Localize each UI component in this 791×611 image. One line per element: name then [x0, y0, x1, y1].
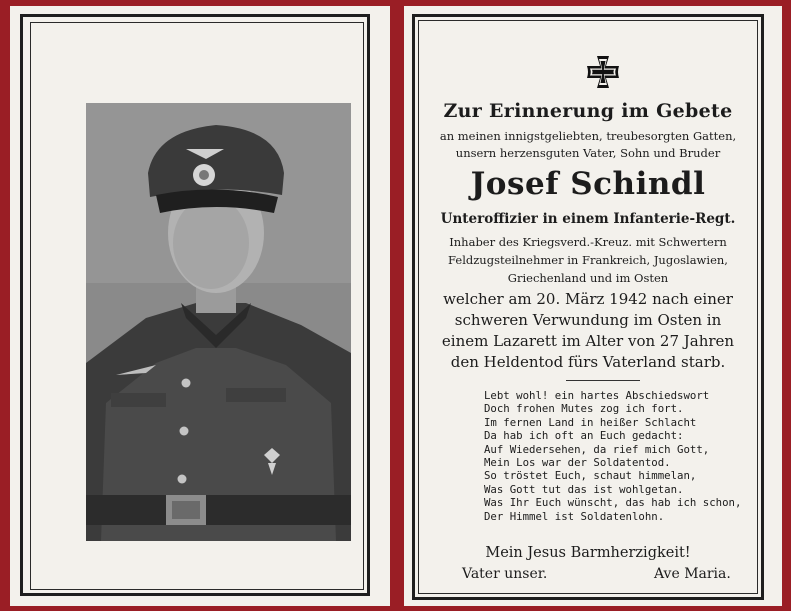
- honors-line-1: Inhaber des Kriegsverd.-Kreuz. mit Schwertern: [449, 235, 727, 249]
- soldier-portrait-photo: [86, 103, 351, 541]
- prayer-ave-maria: Ave Maria.: [654, 566, 731, 582]
- closing-prayer: Mein Jesus Barmherzigkeit!: [485, 545, 691, 561]
- prayer-vater-unser: Vater unser.: [462, 566, 548, 582]
- death-line-4: den Heldentod fürs Vaterland starb.: [450, 353, 726, 371]
- death-line-2: schweren Verwundung im Osten in: [454, 311, 722, 329]
- death-line-1: welcher am 20. März 1942 nach einer: [443, 290, 733, 308]
- poem-line: Da hab ich oft an Euch gedacht:: [484, 429, 684, 443]
- honors-line-2: Feldzugsteilnehmer in Frankreich, Jugoslawien,: [448, 253, 728, 267]
- death-line-3: einem Lazarett im Alter von 27 Jahren: [441, 332, 735, 350]
- military-rank: Unteroffizier in einem Infanterie-Regt.: [440, 211, 736, 227]
- honors-line-3: Griechenland und im Osten: [507, 271, 669, 285]
- poem-line: Was Ihr Euch wünscht, das hab ich schon,: [484, 496, 742, 510]
- memorial-heading: Zur Erinnerung im Gebete: [443, 100, 733, 122]
- poem-line: Der Himmel ist Soldatenlohn.: [484, 509, 665, 523]
- iron-cross-icon: [585, 54, 621, 90]
- poem-line: Doch frohen Mutes zog ich fort.: [484, 402, 684, 416]
- intro-line-2: unsern herzensguten Vater, Sohn und Bruder: [455, 146, 721, 160]
- poem-line: So tröstet Euch, schaut himmelan,: [484, 469, 697, 483]
- poem-line: Im fernen Land in heißer Schlacht: [484, 415, 697, 429]
- intro-line-1: an meinen innigstgeliebten, treubesorgten Gatten,: [439, 129, 737, 143]
- farewell-poem: [484, 389, 754, 523]
- deceased-name: Josef Schindl: [470, 166, 706, 202]
- poem-line: Auf Wiedersehen, da rief mich Gott,: [484, 442, 710, 456]
- portrait-illustration: [86, 103, 351, 541]
- poem-line: Mein Los war der Soldatentod.: [484, 455, 671, 469]
- poem-line: Was Gott tut das ist wohlgetan.: [484, 482, 684, 496]
- section-divider: [566, 380, 640, 381]
- poem-line: Lebt wohl! ein hartes Abschiedswort: [484, 389, 710, 402]
